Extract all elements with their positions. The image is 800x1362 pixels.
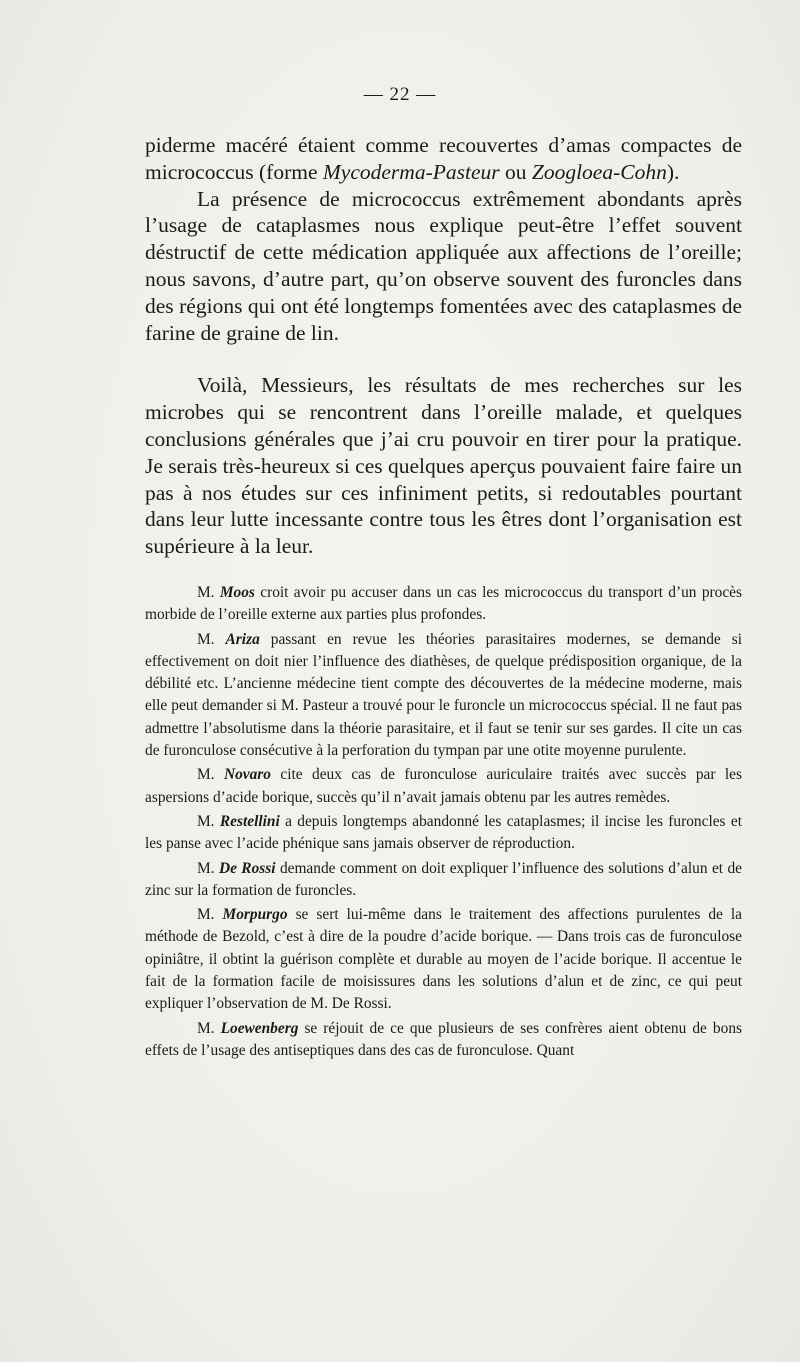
paragraph-text: ou [499, 159, 532, 184]
note-prefix: M. [197, 906, 223, 924]
note-item [145, 764, 742, 809]
italic-term-zoogloea: Zoogloea-Cohn [531, 159, 667, 184]
paragraph: La présence de micrococcus extrêmement abondants après l’usage de cataplasmes nous explique peut-être l’effet souvent déstructif de cette médication appliquée aux affections de l’oreille; nous savons, d’autre part, qu’on observe souvent des furoncles dans des régions qui ont été longtemps fomentées avec des cataplasmes de farine de graine de lin. [145, 186, 742, 345]
note-item [145, 811, 742, 856]
speaker-name: Morpurgo [222, 906, 288, 924]
note-prefix: M. [197, 1019, 221, 1037]
main-text [145, 132, 742, 560]
note-text: passant en revue les théories parasitaires modernes, se demande si effectivement on doit nier l’influence des diathèses, de quelque prédisposition organique, de la débilité etc. L’ancienne médecine tient compte des découvertes de la médecine moderne, mais elle peut demander si M. Pasteur a trouvé pour le furoncle un micrococcus spécial. Il ne faut pas admettre l’absolutisme dans la théorie parasitaire, et il faut se tenir sur ses gardes. Il cite un cas de furonculose consécutive à la perforation du tympan par une otite moyenne purulente. [145, 630, 742, 760]
paragraph-text: piderme macéré étaient comme recouvertes d’amas compactes de micrococcus (forme [145, 133, 742, 184]
paragraph: Voilà, Messieurs, les résultats de mes recherches sur les microbes qui se rencontrent dans l’oreille malade, et quelques conclusions générales que j’ai cru pouvoir en tirer pour la pratique. Je serais très-heureux si ces quelques aperçus pouvaient faire faire un pas à nos études sur ces infiniment petits, si redoutables pourtant dans leur lutte incessante contre tous les êtres dont l’organisation est supérieure à la leur. [145, 373, 742, 559]
note-item [145, 629, 742, 763]
note-text: a depuis longtemps abandonné les cataplasmes; il incise les furoncles et les panse avec l’acide phénique sans jamais observer de réproduction. [145, 812, 742, 853]
italic-term-mycoderma: Mycoderma-Pasteur [322, 159, 500, 184]
note-prefix: M. [197, 812, 220, 830]
note-prefix: M. [197, 859, 219, 877]
note-text: cite deux cas de furonculose auriculaire traités avec succès par les aspersions d’acide borique, succès qu’il n’avait jamais obtenu par les autres remèdes. [145, 766, 742, 806]
note-item [145, 1018, 742, 1063]
speaker-name: Loewenberg [220, 1019, 299, 1037]
paragraph-text: ). [666, 159, 680, 184]
paragraph-continuation [145, 132, 742, 186]
speaker-name: Novaro [223, 766, 271, 784]
speaker-name: Ariza [225, 630, 260, 648]
note-item [145, 582, 742, 627]
speaker-name: De Rossi [218, 859, 276, 877]
note-prefix: M. [197, 584, 220, 601]
speaker-name: Moos [219, 584, 255, 601]
note-text: se réjouit de ce que plusieurs de ses confrères aient obtenu de bons effets de l’usage des antiseptiques dans des cas de furonculose. Quant [145, 1019, 743, 1059]
note-item [145, 858, 742, 903]
speaker-name: Restellini [219, 812, 280, 830]
note-text: demande comment on doit expliquer l’influence des solutions d’alun et de zinc sur la formation de furoncles. [145, 859, 742, 899]
note-text: croit avoir pu accuser dans un cas les micrococcus du transport d’un procès morbide de l’oreille externe aux parties plus profondes. [145, 584, 742, 624]
note-prefix: M. [197, 766, 224, 784]
discussion-notes [145, 582, 742, 1064]
note-prefix: M. [197, 630, 226, 648]
page-number: — 22 — [363, 84, 437, 105]
note-text: se sert lui-même dans le traitement des affections purulentes de la méthode de Bezold, c’est à dire de la poudre d’acide borique. — Dans trois cas de furonculose opiniâtre, il obtint la guérison complète et durable au moyen de l’acide borique. Il accentue le fait de la formation facile de moisissures dans les solutions d’alun et de zinc, ce qui peut expliquer l’observation de M. De Rossi. [145, 906, 742, 1013]
note-item [145, 904, 742, 1015]
